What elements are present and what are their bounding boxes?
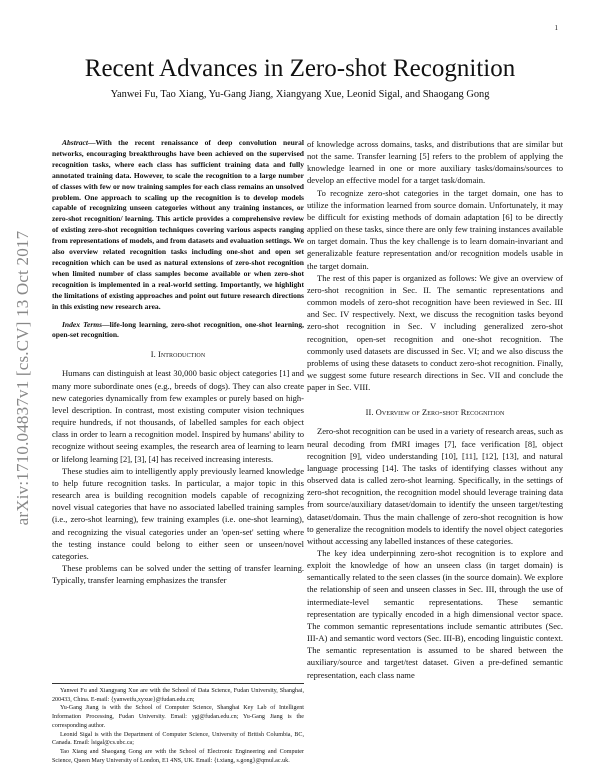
intro-paragraph: Humans can distinguish at least 30,000 basic object categories [1] and many more subordinate ones (e.g., breeds of dogs). They can also create new categories dynamically from few examples or purely based on high-level description. In contrast, most existing computer vision techniques require hundreds, if not thousands, of labelled samples for each object class in order to learn a recognition model. Inspired by humans' ability to recognize without seeing examples, the research area of learning to learn or lifelong learning [2], [3], [4] has received increasing interests. <box>52 368 304 464</box>
footnote: Yanwei Fu and Xiangyang Xue are with the School of Data Science, Fudan University, Shanghai, 200433, China. E-mail: {yanweifu,xyxue}@fudan.edu.cn; <box>52 688 304 703</box>
section-heading-overview: II. Overview of Zero-shot Recognition <box>365 408 505 418</box>
index-terms <box>52 320 304 342</box>
index-terms-label: Index Terms <box>62 319 103 329</box>
intro-paragraph: To recognize zero-shot categories in the target domain, one has to utilize the information learned from source domain. Unfortunately, it may be difficult for existing methods of domain adaptation [6] to be directly applied on these tasks, since there are only few training instances available on target domain. Thus the key challenge is to learn domain-invariant and generalizable feature representation and/or recognition models usable in the target domain. <box>307 187 563 271</box>
section-heading-introduction: I. Introduction <box>150 350 206 360</box>
footnote: Tao Xiang and Shaogang Gong are with the School of Electronic Engineering and Computer Science, Queen Mary University of London, E1 4NS, UK. Email: {t.xiang, s.gong}@qmul.ac.uk. <box>52 748 304 764</box>
abstract-text: —With the recent renaissance of deep convolution neural networks, encouraging breakthroughs have been achieved on the supervised recognition tasks, where each class has sufficient training data and fully annotated training data. However, to scale the recognition to a large number of classes with few or now training samples for each class remains an unsolved problem. One approach to scaling up the recognition is to develop models capable of recognizing unseen categories without any training instances, or zero-shot recognition/ learning. This article provides a comprehensive review of existing zero-shot recognition techniques covering various aspects ranging from representations of models, and from datasets and evaluation settings. We also overview related recognition tasks including one-shot and open set recognition which can be used as natural extensions of zero-shot recognition when limited number of class samples become available or when zero-shot recognition is implemented in a real-world setting. Importantly, we highlight the limitations of existing approaches and point out future research directions in this existing new research area. <box>52 138 304 311</box>
arxiv-identifier-text: arXiv:1710.04837v1 [cs.CV] 13 Oct 2017 <box>13 230 32 525</box>
intro-continuation: of knowledge across domains, tasks, and distributions that are similar but not the same. Transfer learning [5] refers to the problem of applying the knowledge learned in one or more auxiliary tasks/domains/sources to develop an effective model for a target task/domain. <box>307 139 563 186</box>
abstract-label: Abstract <box>62 138 88 147</box>
paper-title: Recent Advances in Zero-shot Recognition <box>84 55 516 82</box>
overview-paragraph: Zero-shot recognition can be used in a variety of research areas, such as neural decoding from fMRI images [7], face verification [8], object recognition [9], video understanding [10], [11], [12], [13], and natural language processing [14]. The tasks of identifying classes without any observed data is called zero-shot learning. Specifically, in the settings of zero-shot recognition, the recognition model should leverage training data from source/auxiliary dataset/domain to identify the unseen target/testing dataset/domain. Thus the main challenge of zero-shot recognition is how to generalize the recognition models to identify the novel object categories without accessing any labelled instances of these categories. <box>307 426 563 546</box>
intro-paragraph: The rest of this paper is organized as follows: We give an overview of zero-shot recognition in Sec. II. The semantic representations and common models of zero-shot recognition have been reviewed in Sec. III and Sec. IV respectively. Next, we discuss the recognition tasks beyond zero-shot recognition in Sec. V including generalized zero-shot recognition, open-set recognition and one-shot recognition. The commonly used datasets are discussed in Sec. VI; and we also discuss the problems of using these datasets to conduct zero-shot recognition. Finally, we suggest some future research directions in Sec. VII and conclude the paper in Sec. VIII. <box>307 272 563 393</box>
intro-paragraph: These problems can be solved under the setting of transfer learning. Typically, transfer learning emphasizes the transfer <box>52 562 304 586</box>
page-number: 1 <box>554 24 558 32</box>
index-terms-text: —life-long learning, zero-shot recognition, one-shot learning, open-set recognition. <box>52 319 304 340</box>
footnote: Leonid Sigal is with the Department of Computer Science, University of British Columbia, BC, Canada. Email: lsigal@cs.ubc.ca; <box>52 731 304 747</box>
author-footnotes <box>52 683 304 765</box>
overview-paragraph: The key idea underpinning zero-shot recognition is to explore and exploit the knowledge of how an unseen class (in target domain) is semantically related to the seen classes (in the source domain). We explore the relationship of seen and unseen classes in Sec. III, through the use of intermediate-level semantic representations. These semantic representation are typically encoded in a high dimensional vector space. The common semantic representations include semantic attributes (Sec. III-A) and semantic word vectors (Sec. III-B), encoding linguistic context. The semantic representation is assumed to be shared between the auxiliary/source and target/test dataset. Given a pre-defined semantic representation, each class name <box>307 548 563 680</box>
footnote: Yu-Gang Jiang is with the School of Computer Science, Shanghai Key Lab of Intelligent Information Processing, Fudan University. Email: ygj@fudan.edu.cn; Yu-Gang Jiang is the corresponding author. <box>52 705 304 729</box>
author-list: Yanwei Fu, Tao Xiang, Yu-Gang Jiang, Xiangyang Xue, Leonid Sigal, and Shaogang Gong <box>110 89 490 100</box>
abstract <box>52 138 304 313</box>
left-column <box>52 138 304 586</box>
intro-paragraph: These studies aim to intelligently apply previously learned knowledge to help future recognition tasks. In particular, a major topic in this research area is building recognition models capable of recognizing novel visual categories that have no associated labelled training samples (i.e., zero-shot learning), few training examples (i.e. one-shot learning), and recognizing the visual categories under an 'open-set' setting where the testing instance could belong to either seen or unseen/novel categories. <box>52 465 304 561</box>
right-column <box>307 138 563 681</box>
arxiv-identifier <box>12 150 34 605</box>
